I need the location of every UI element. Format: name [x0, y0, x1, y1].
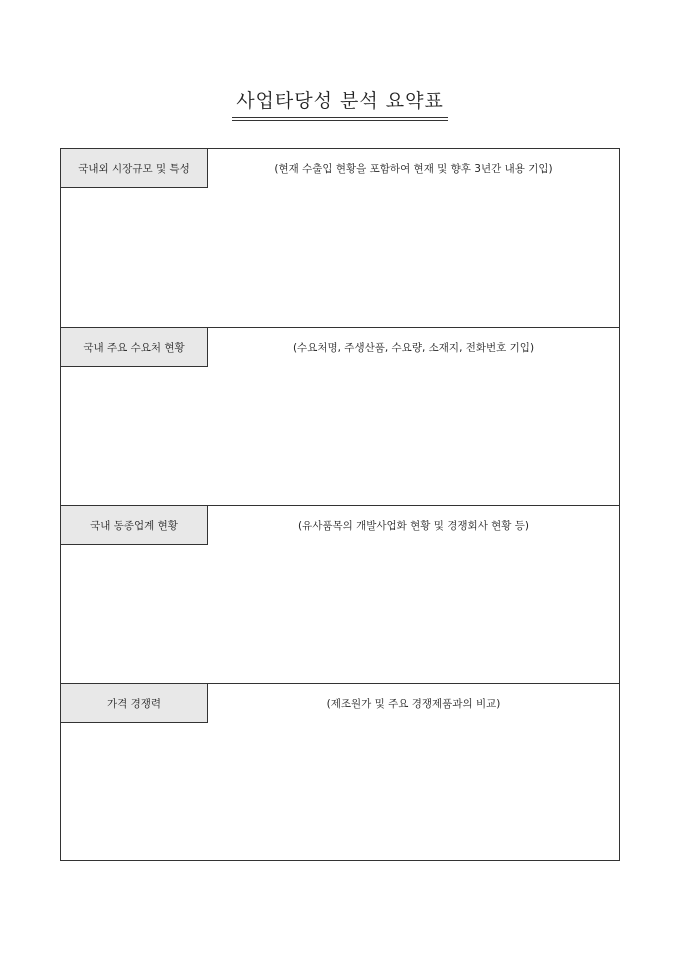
section-input-area[interactable] — [61, 545, 619, 683]
section-input-area[interactable] — [61, 367, 619, 505]
section-hint: (현재 수출입 현황을 포함하여 현재 및 향후 3년간 내용 기입) — [274, 163, 553, 175]
section-label: 가격 경쟁력 — [61, 684, 208, 723]
section-label: 국내 동종업계 현황 — [61, 506, 208, 545]
section-price-competitiveness — [61, 683, 619, 860]
section-input-area[interactable] — [61, 723, 619, 860]
title-container — [0, 86, 680, 118]
section-competitors — [61, 505, 619, 683]
section-customers — [61, 327, 619, 505]
section-label: 국내 주요 수요처 현황 — [61, 328, 208, 367]
section-market-size — [61, 149, 619, 327]
section-input-area[interactable] — [61, 188, 619, 327]
section-hint: (수요처명, 주생산품, 수요량, 소재지, 전화번호 기입) — [292, 342, 535, 354]
section-label: 국내외 시장규모 및 특성 — [61, 149, 208, 188]
section-hint: (유사품목의 개발사업화 현황 및 경쟁회사 현황 등) — [297, 520, 530, 532]
section-hint: (제조원가 및 주요 경쟁제품과의 비교) — [326, 698, 501, 710]
page-title: 사업타당성 분석 요약표 — [232, 86, 448, 118]
summary-form — [60, 148, 620, 861]
